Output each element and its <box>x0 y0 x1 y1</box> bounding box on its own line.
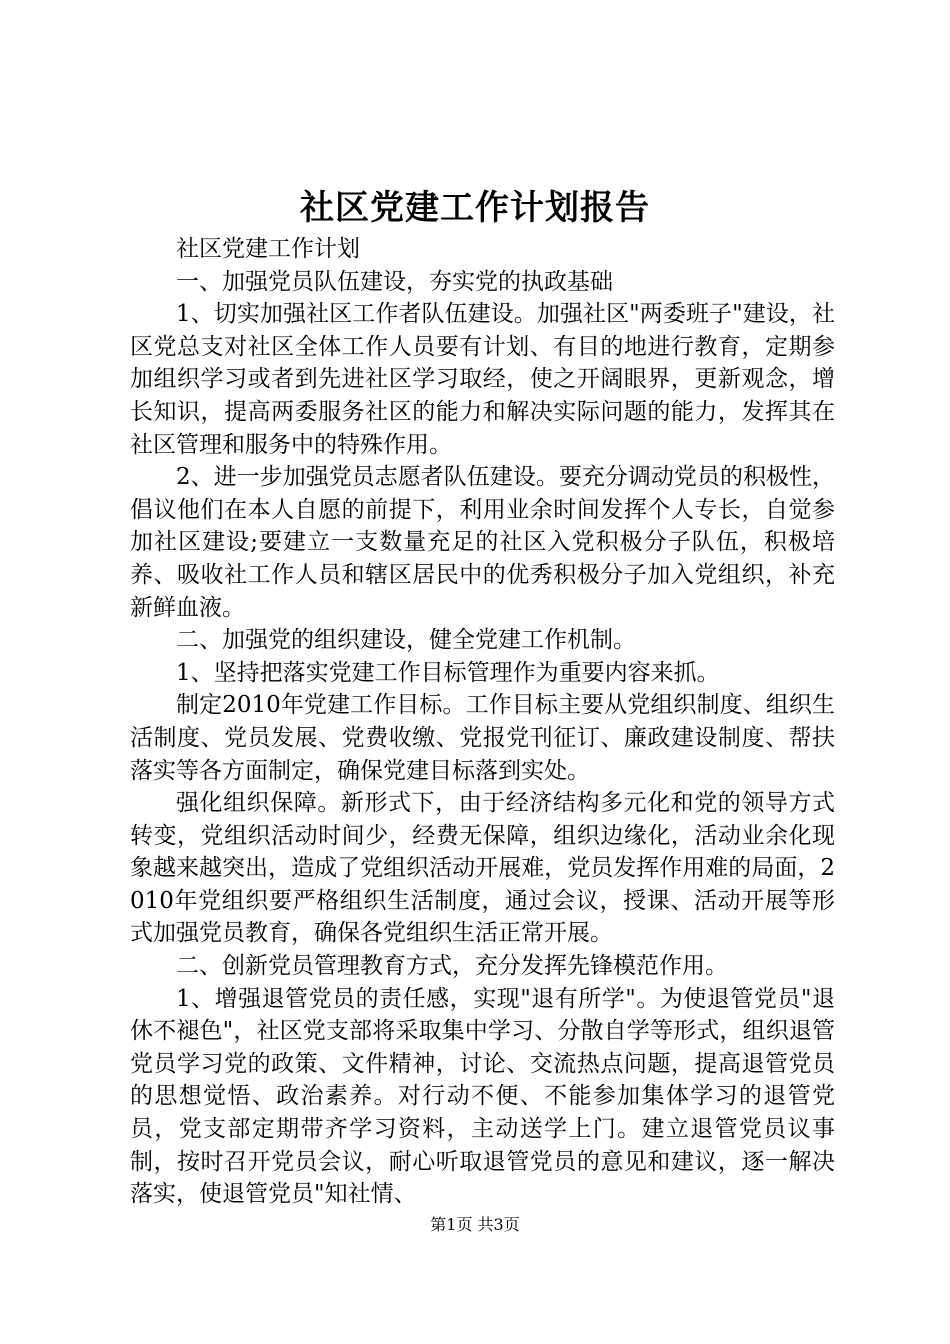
paragraph-heading-3: 二、创新党员管理教育方式，充分发挥先锋模范作用。 <box>176 953 728 980</box>
paragraph: 1、切实加强社区工作者队伍建设。加强社区"两委班子"建设，社区党总支对社区全体工作人员要有计划、有目的地进行教育，定期参加组织学习或者到先进社区学习取经，使之开阔眼界，更新观念，增长知识，提高两委服务社区的能力和解决实际问题的能力，发挥其在社区管理和服务中的特殊作用。 <box>130 301 835 458</box>
paragraph-heading-2: 二、加强党的组织建设，健全党建工作机制。 <box>176 627 636 654</box>
document-body <box>130 233 835 1211</box>
page-footer: 第1页 共3页 <box>430 1215 520 1234</box>
paragraph: 2、进一步加强党员志愿者队伍建设。要充分调动党员的积极性，倡议他们在本人自愿的前提下，利用业余时间发挥个人专长，自觉参加社区建设;要建立一支数量充足的社区入党积极分子队伍，积极培养、吸收社工作人员和辖区居民中的优秀积极分子加入党组织，补充新鲜血液。 <box>130 464 835 621</box>
paragraph-subtitle: 社区党建工作计划 <box>176 236 360 262</box>
paragraph: 制定2010年党建工作目标。工作目标主要从党组织制度、组织生活制度、党员发展、党费收缴、党报党刊征订、廉政建设制度、帮扶落实等各方面制定，确保党建目标落到实处。 <box>130 692 835 784</box>
paragraph: 1、增强退管党员的责任感，实现"退有所学"。为使退管党员"退休不褪色"，社区党支部将采取集中学习、分散自学等形式，组织退管党员学习党的政策、文件精神，讨论、交流热点问题，提高退管党员的思想觉悟、政治素养。对行动不便、不能参加集体学习的退管党员，党支部定期带齐学习资料，主动送学上门。建立退管党员议事制，按时召开党员会议，耐心听取退管党员的意见和建议，逐一解决落实，使退管党员"知社情、 <box>130 985 835 1208</box>
paragraph: 1、坚持把落实党建工作目标管理作为重要内容来抓。 <box>176 659 720 686</box>
document-title: 社区党建工作计划报告 <box>300 188 650 228</box>
paragraph-heading-1: 一、加强党员队伍建设，夯实党的执政基础 <box>176 268 613 295</box>
paragraph: 强化组织保障。新形式下，由于经济结构多元化和党的领导方式转变，党组织活动时间少，经费无保障，组织边缘化，活动业余化现象越来越突出，造成了党组织活动开展难，党员发挥作用难的局面，2010年党组织要严格组织生活制度，通过会议，授课、活动开展等形式加强党员教育，确保各党组织生活正常开展。 <box>130 790 835 947</box>
